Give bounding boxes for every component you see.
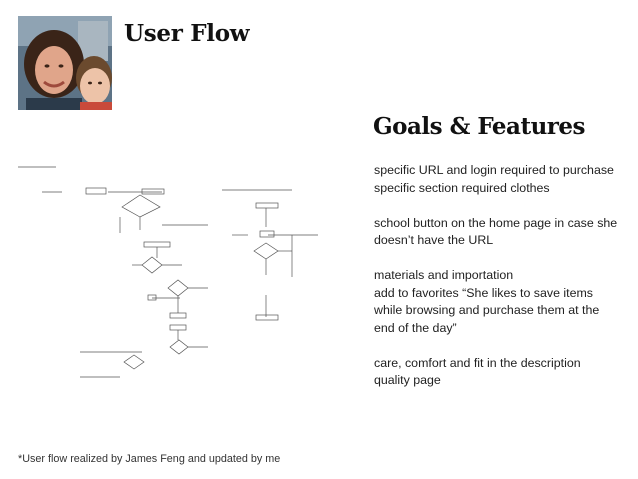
- user-photo-illustration: [18, 16, 112, 110]
- page-title: User Flow: [124, 20, 250, 47]
- user-photo: [18, 16, 112, 110]
- goal-item: [374, 215, 636, 250]
- goal-line: materials and importation: [374, 268, 514, 282]
- goal-line: care, comfort and fit in the description: [374, 355, 581, 370]
- user-flow-diagram: [12, 155, 342, 395]
- goal-line: while browsing and purchase them at the: [374, 303, 600, 317]
- goal-line: add to favorites “She likes to save items: [374, 285, 594, 300]
- goal-line: specific URL and login required to purchase: [374, 163, 614, 177]
- goal-line: specific section required clothes: [374, 180, 550, 195]
- goal-line: doesn’t have the URL: [374, 233, 494, 247]
- goal-item: [374, 162, 636, 197]
- goal-line: quality page: [374, 373, 441, 387]
- goals-list: [374, 162, 636, 407]
- footnote: *User flow realized by James Feng and updated by me: [18, 453, 281, 465]
- goal-item: [374, 355, 636, 390]
- goal-item: [374, 267, 636, 337]
- goal-line: end of the day”: [374, 320, 457, 335]
- goals-title: Goals & Features: [373, 113, 586, 140]
- goal-line: school button on the home page in case she: [374, 215, 618, 230]
